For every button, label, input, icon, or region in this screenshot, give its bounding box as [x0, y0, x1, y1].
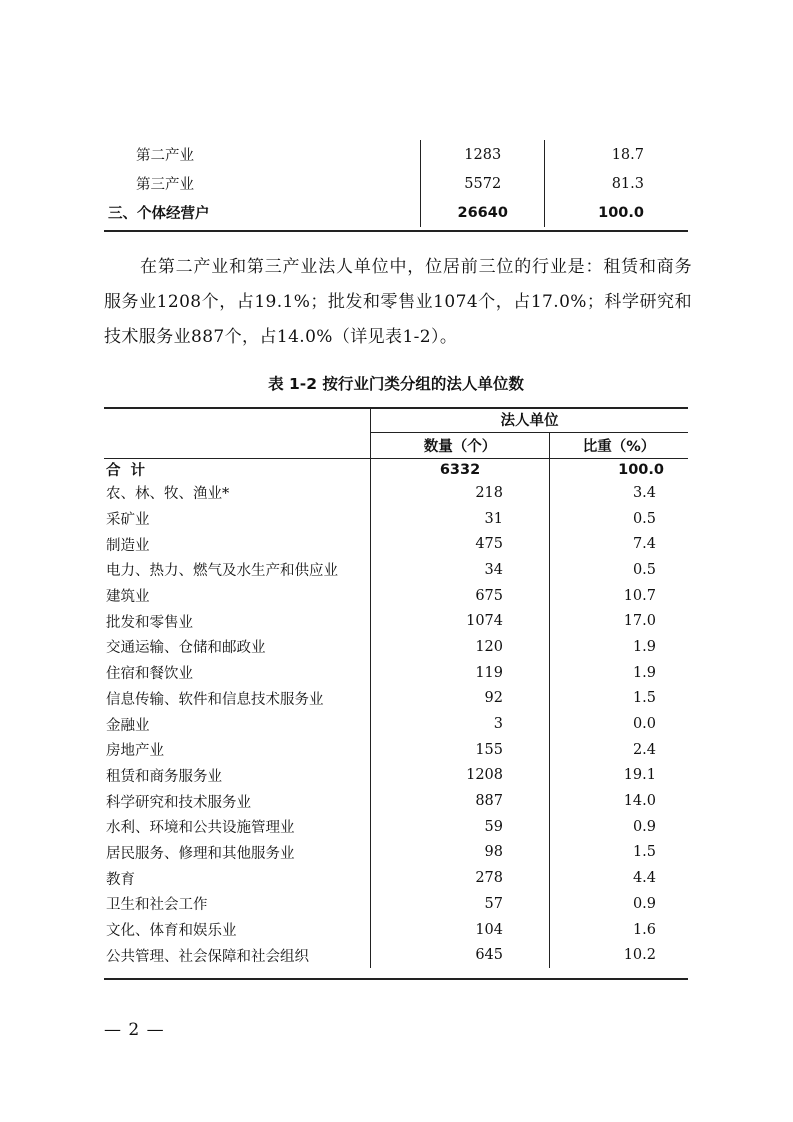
row-pct: 0.5	[550, 506, 689, 532]
row-pct: 10.2	[550, 942, 689, 968]
header-row-group	[104, 407, 688, 433]
table-row	[104, 763, 688, 789]
row-pct: 1.9	[550, 634, 689, 660]
row-count: 155	[371, 737, 550, 763]
row-name: 卫生和社会工作	[106, 897, 208, 914]
table-caption: 表 1-2 按行业门类分组的法人单位数	[268, 375, 524, 393]
row-count: 645	[371, 942, 550, 968]
row-name: 第二产业	[136, 148, 194, 164]
row-count: 34	[371, 557, 550, 583]
row-pct: 81.3	[544, 169, 688, 198]
row-name: 住宿和餐饮业	[106, 666, 193, 683]
table-bottom-rule	[104, 230, 688, 232]
row-count: 104	[371, 917, 550, 943]
row-pct: 3.4	[550, 480, 689, 506]
row-count: 3	[371, 711, 550, 737]
row-count: 98	[371, 840, 550, 866]
table-row	[104, 480, 688, 506]
row-count: 278	[371, 865, 550, 891]
row-count: 1283	[421, 140, 545, 169]
table-row	[104, 608, 688, 634]
row-name: 批发和零售业	[106, 614, 193, 631]
continuation-table	[104, 140, 688, 227]
row-count: 120	[371, 634, 550, 660]
table-row	[104, 686, 688, 712]
table-total-row	[104, 459, 688, 481]
row-name: 信息传输、软件和信息技术服务业	[106, 691, 324, 708]
row-count: 1074	[371, 608, 550, 634]
row-name: 第三产业	[136, 177, 194, 193]
row-pct: 19.1	[550, 763, 689, 789]
table-row	[104, 557, 688, 583]
table-row	[104, 737, 688, 763]
row-pct: 1.5	[550, 840, 689, 866]
table-row	[104, 531, 688, 557]
row-name: 科学研究和技术服务业	[106, 794, 251, 811]
row-count: 119	[371, 660, 550, 686]
row-name: 农、林、牧、渔业*	[106, 486, 230, 503]
total-name: 三、个体经营户	[108, 206, 210, 222]
group-header: 法人单位	[371, 407, 689, 433]
table-row	[104, 865, 688, 891]
header-row-columns	[104, 433, 688, 459]
row-pct: 1.5	[550, 686, 689, 712]
total-count: 26640	[421, 198, 545, 227]
row-pct: 17.0	[550, 608, 689, 634]
industry-table-wrap	[104, 407, 688, 968]
total-name: 合计	[106, 463, 155, 479]
row-name: 公共管理、社会保障和社会组织	[106, 948, 309, 965]
total-pct: 100.0	[550, 459, 689, 481]
row-count: 475	[371, 531, 550, 557]
row-count: 5572	[421, 169, 545, 198]
industry-table	[104, 407, 688, 968]
row-pct: 10.7	[550, 583, 689, 609]
row-name: 制造业	[106, 537, 150, 554]
row-count: 57	[371, 891, 550, 917]
row-name: 采矿业	[106, 512, 150, 529]
header-blank	[104, 407, 371, 433]
table-row	[104, 917, 688, 943]
row-pct: 0.0	[550, 711, 689, 737]
row-pct: 0.5	[550, 557, 689, 583]
pct-column-header: 比重（%）	[550, 433, 689, 459]
row-pct: 1.9	[550, 660, 689, 686]
total-count: 6332	[371, 459, 550, 481]
row-name: 房地产业	[106, 743, 164, 760]
row-pct: 4.4	[550, 865, 689, 891]
row-pct: 1.6	[550, 917, 689, 943]
row-pct: 18.7	[544, 140, 688, 169]
row-name: 教育	[106, 871, 135, 888]
table-row	[104, 634, 688, 660]
row-name: 居民服务、修理和其他服务业	[106, 845, 295, 862]
table-row	[104, 840, 688, 866]
row-count: 1208	[371, 763, 550, 789]
table-row	[104, 942, 688, 968]
row-pct: 0.9	[550, 891, 689, 917]
row-name: 租赁和商务服务业	[106, 768, 222, 785]
table-row	[104, 506, 688, 532]
row-name: 文化、体育和娱乐业	[106, 923, 237, 940]
row-count: 675	[371, 583, 550, 609]
count-column-header: 数量（个）	[371, 433, 550, 459]
row-count: 218	[371, 480, 550, 506]
row-name: 建筑业	[106, 589, 150, 606]
page-number: — 2 —	[104, 1020, 165, 1040]
table-row	[104, 169, 688, 198]
table-bottom-rule	[104, 978, 688, 980]
row-pct: 2.4	[550, 737, 689, 763]
row-pct: 0.9	[550, 814, 689, 840]
table-row	[104, 814, 688, 840]
table-row	[104, 583, 688, 609]
row-count: 59	[371, 814, 550, 840]
table-row	[104, 788, 688, 814]
row-name: 交通运输、仓储和邮政业	[106, 640, 266, 657]
row-count: 92	[371, 686, 550, 712]
row-name: 金融业	[106, 717, 150, 734]
header-blank	[104, 433, 371, 459]
body-paragraph: 在第二产业和第三产业法人单位中，位居前三位的行业是：租赁和商务服务业1208个，占19.1%；批发和零售业1074个，占17.0%；科学研究和技术服务业887个，占14.0%（详见表1-2）。	[104, 257, 692, 347]
row-count: 31	[371, 506, 550, 532]
row-name: 电力、热力、燃气及水生产和供应业	[106, 563, 338, 580]
row-pct: 7.4	[550, 531, 689, 557]
row-name: 水利、环境和公共设施管理业	[106, 820, 295, 837]
row-count: 887	[371, 788, 550, 814]
table-row	[104, 660, 688, 686]
table-row	[104, 140, 688, 169]
table-row	[104, 891, 688, 917]
table-row	[104, 711, 688, 737]
total-pct: 100.0	[544, 198, 688, 227]
table-total-row	[104, 198, 688, 227]
row-pct: 14.0	[550, 788, 689, 814]
